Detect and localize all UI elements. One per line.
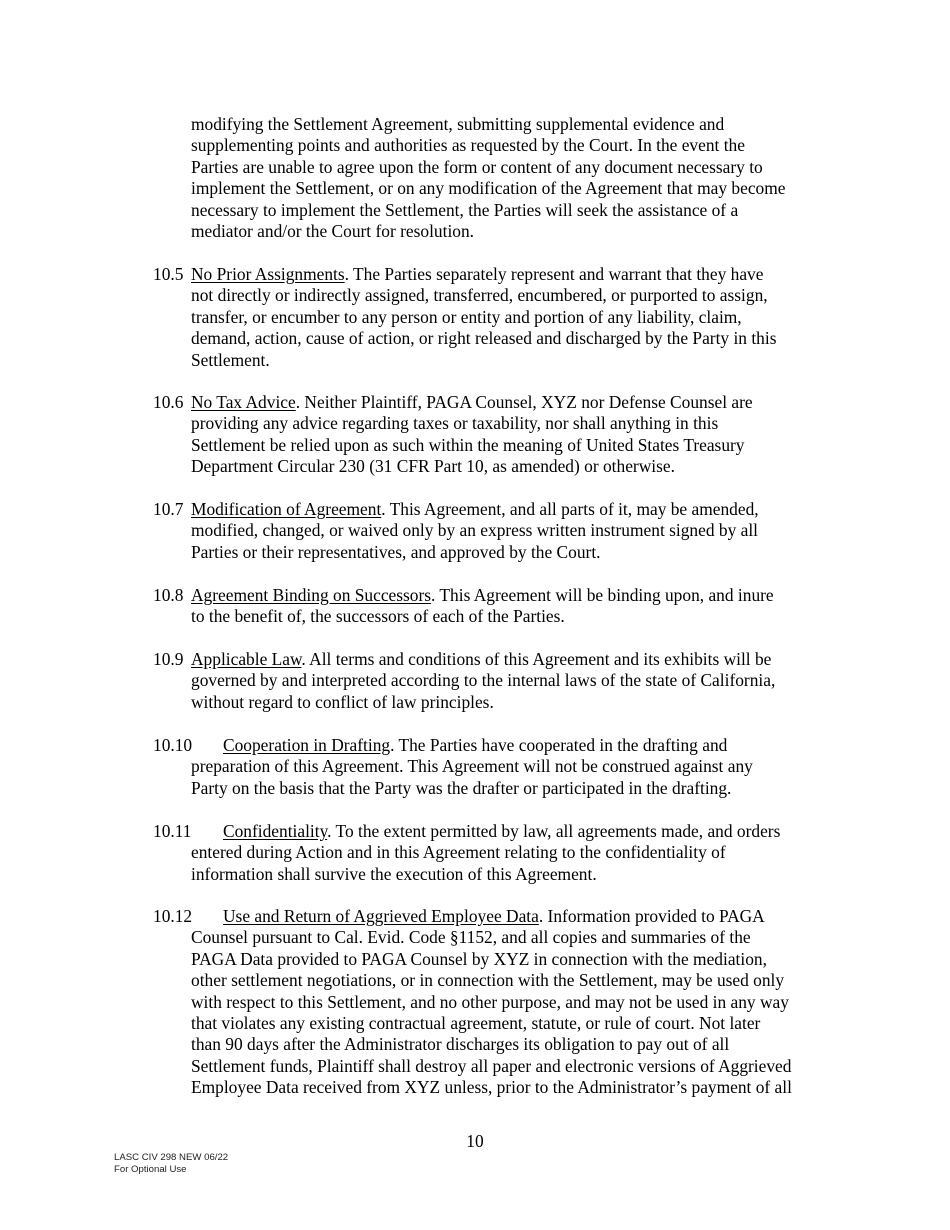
section-line: not directly or indirectly assigned, transferred, encumbered, or purported to assign, <box>191 285 768 306</box>
section-line: Department Circular 230 (31 CFR Part 10, as amended) or otherwise. <box>191 456 675 477</box>
section-10-6 <box>153 392 841 478</box>
section-number: 10.11 <box>153 821 192 841</box>
section-10-11 <box>153 821 841 885</box>
section-number: 10.5 <box>153 264 184 284</box>
section-title: No Prior Assignments <box>191 264 345 284</box>
section-number: 10.9 <box>153 649 184 669</box>
section-line: modified, changed, or waived only by an express written instrument signed by all <box>191 520 758 541</box>
intro-line: implement the Settlement, or on any modification of the Agreement that may become <box>191 178 786 199</box>
section-10-7 <box>153 499 841 563</box>
section-line: other settlement negotiations, or in connection with the Settlement, may be used only <box>191 970 785 991</box>
section-title: Modification of Agreement <box>191 499 382 519</box>
section-title: No Tax Advice <box>191 392 296 412</box>
section-line: to the benefit of, the successors of each of the Parties. <box>191 606 565 627</box>
section-line: governed by and interpreted according to the internal laws of the state of California, <box>191 670 776 691</box>
section-text: . This Agreement will be binding upon, and inure <box>431 585 774 605</box>
section-text: . Neither Plaintiff, PAGA Counsel, XYZ nor Defense Counsel are <box>295 392 753 412</box>
intro-line: necessary to implement the Settlement, the Parties will seek the assistance of a <box>191 199 739 220</box>
section-line: with respect to this Settlement, and no other purpose, and may not be used in any way <box>191 991 789 1012</box>
section-line: Settlement funds, Plaintiff shall destroy all paper and electronic versions of Aggrieved <box>191 1055 792 1076</box>
section-text: . All terms and conditions of this Agreement and its exhibits will be <box>301 649 772 669</box>
section-text: . To the extent permitted by law, all agreements made, and orders <box>327 821 781 841</box>
section-line: without regard to conflict of law principles. <box>191 691 494 712</box>
section-10-8 <box>153 585 841 628</box>
section-number: 10.6 <box>153 392 184 412</box>
section-number: 10.7 <box>153 499 184 519</box>
page-number: 10 <box>466 1131 484 1151</box>
section-number: 10.8 <box>153 585 184 605</box>
intro-line: mediator and/or the Court for resolution. <box>191 220 475 241</box>
section-line: entered during Action and in this Agreement relating to the confidentiality of <box>191 842 726 863</box>
section-10-5 <box>153 264 841 371</box>
section-10-9 <box>153 649 841 713</box>
intro-paragraph <box>191 114 841 242</box>
section-line: than 90 days after the Administrator discharges its obligation to pay out of all <box>191 1034 730 1055</box>
section-text: . The Parties separately represent and warrant that they have <box>344 264 764 284</box>
section-10-10 <box>153 735 841 799</box>
section-title: Agreement Binding on Successors <box>191 585 432 605</box>
section-text: . Information provided to PAGA <box>538 906 765 926</box>
intro-line: supplementing points and authorities as requested by the Court. In the event the <box>191 135 745 156</box>
section-line: Settlement. <box>191 349 270 370</box>
section-line: Employee Data received from XYZ unless, prior to the Administrator’s payment of all <box>191 1077 792 1098</box>
intro-line: Parties are unable to agree upon the form or content of any document necessary to <box>191 156 763 177</box>
section-number: 10.12 <box>153 906 193 926</box>
section-line: Counsel pursuant to Cal. Evid. Code §1152, and all copies and summaries of the <box>191 927 751 948</box>
section-number: 10.10 <box>153 735 193 755</box>
section-line: demand, action, cause of action, or right released and discharged by the Party in this <box>191 328 777 349</box>
section-line: information shall survive the execution of this Agreement. <box>191 863 597 884</box>
section-text: . The Parties have cooperated in the drafting and <box>390 735 728 755</box>
section-10-12 <box>153 906 841 1099</box>
section-title: Confidentiality <box>223 821 328 841</box>
section-title: Cooperation in Drafting <box>223 735 391 755</box>
section-title: Use and Return of Aggrieved Employee Data <box>223 906 539 926</box>
section-line: preparation of this Agreement. This Agreement will not be construed against any <box>191 756 753 777</box>
section-line: Party on the basis that the Party was the drafter or participated in the drafting. <box>191 777 732 798</box>
form-footer <box>114 1152 228 1177</box>
intro-line: modifying the Settlement Agreement, submitting supplemental evidence and <box>191 114 725 134</box>
section-line: Settlement be relied upon as such within the meaning of United States Treasury <box>191 434 745 455</box>
section-text: . This Agreement, and all parts of it, may be amended, <box>381 499 759 519</box>
section-line: providing any advice regarding taxes or taxability, nor shall anything in this <box>191 413 719 434</box>
section-line: that violates any existing contractual agreement, statute, or rule of court. Not later <box>191 1012 761 1033</box>
section-line: Parties or their representatives, and approved by the Court. <box>191 541 601 562</box>
form-note: For Optional Use <box>114 1164 187 1176</box>
section-title: Applicable Law <box>191 649 302 669</box>
form-code: LASC CIV 298 NEW 06/22 <box>114 1152 229 1163</box>
section-line: PAGA Data provided to PAGA Counsel by XYZ in connection with the mediation, <box>191 948 767 969</box>
section-line: transfer, or encumber to any person or entity and portion of any liability, claim, <box>191 306 742 327</box>
